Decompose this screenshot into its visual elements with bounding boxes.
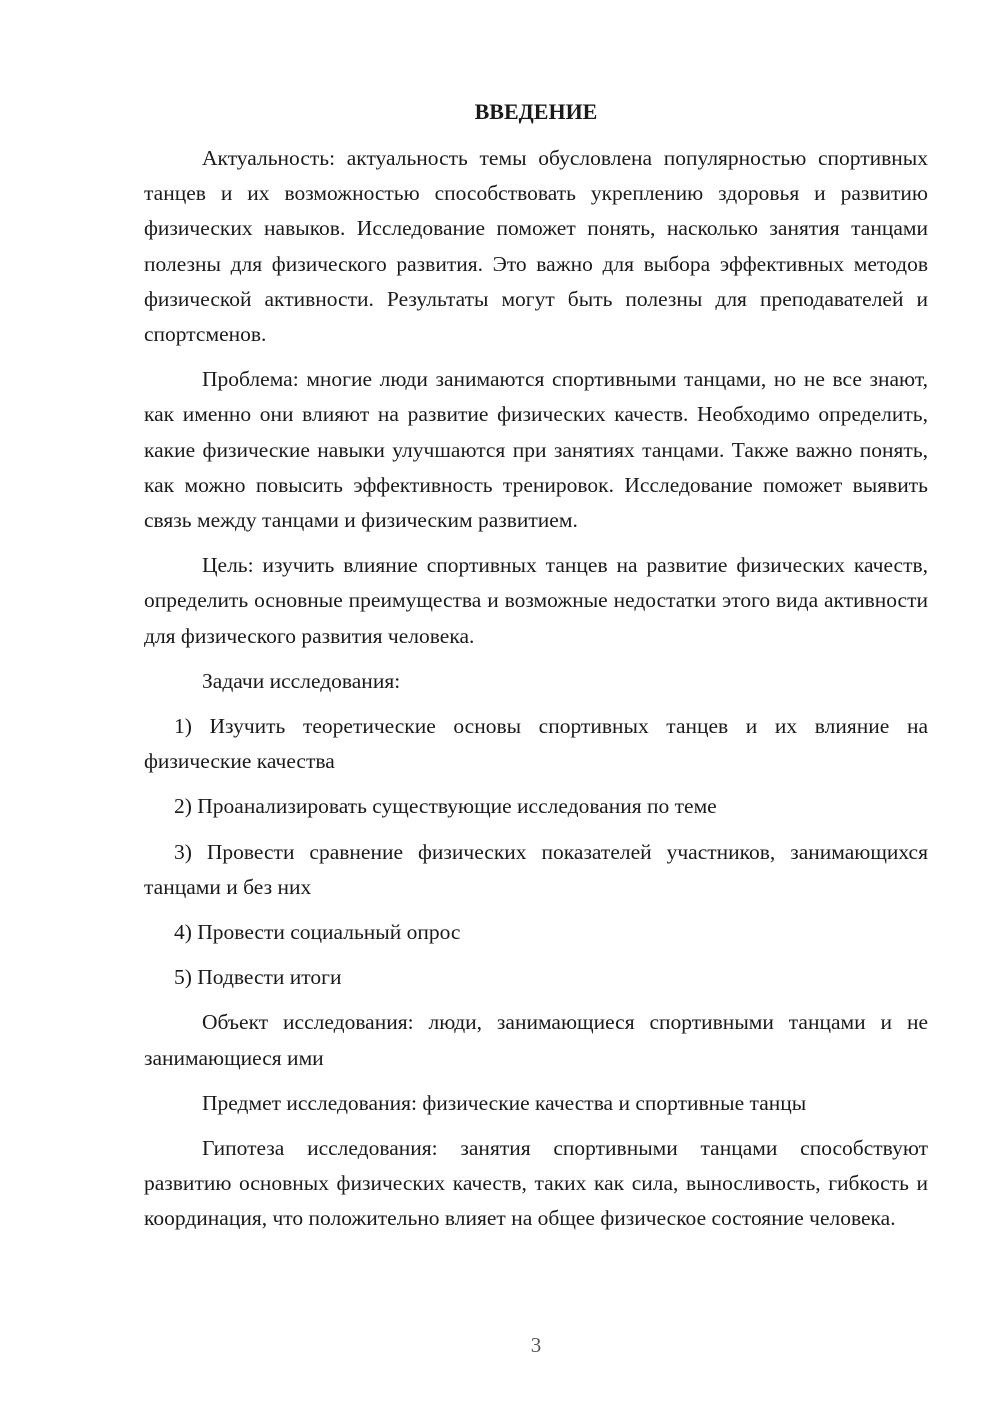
tasks-title: Задачи исследования: [202, 668, 401, 693]
task-item-2: 2) Проанализировать существующие исследования по теме [174, 794, 717, 819]
task-item-5: 5) Подвести итоги [174, 965, 342, 990]
relevance-paragraph: Актуальность: актуальность темы обусловлена популярностью спортивных танцев и их возможностью способствовать укреплению здоровья и развитию физических навыков. Исследование поможет понять, насколько занятия танцами полезны для физического развития. Это важно для выбора эффективных методов физической активности. Результаты могут быть полезны для преподавателей и спортсменов. [144, 146, 928, 347]
object-paragraph: Объект исследования: люди, занимающиеся спортивными танцами и не занимающиеся ими [144, 1010, 928, 1070]
hypothesis-paragraph: Гипотеза исследования: занятия спортивными танцами способствуют развитию основных физических качеств, таких как сила, выносливость, гибкость и координация, что положительно влияет на общее физическое состояние человека. [144, 1136, 928, 1231]
task-item-1: 1) Изучить теоретические основы спортивных танцев и их влияние на физические качества [144, 714, 928, 774]
problem-paragraph: Проблема: многие люди занимаются спортивными танцами, но не все знают, как именно они влияют на развитие физических качеств. Необходимо определить, какие физические навыки улучшаются при занятиях танцами. Также важно понять, как можно повысить эффективность тренировок. Исследование поможет выявить связь между танцами и физическим развитием. [144, 367, 928, 533]
goal-paragraph: Цель: изучить влияние спортивных танцев на развитие физических качеств, определить основные преимущества и возможные недостатки этого вида активности для физического развития человека. [144, 553, 928, 648]
subject-paragraph: Предмет исследования: физические качества и спортивные танцы [202, 1090, 807, 1115]
task-item-4: 4) Провести социальный опрос [174, 920, 461, 945]
task-item-3: 3) Провести сравнение физических показателей участников, занимающихся танцами и без них [144, 839, 928, 899]
document-page [144, 94, 928, 1247]
page-title: ВВЕДЕНИЕ [474, 99, 598, 124]
page-number: 3 [530, 1333, 542, 1357]
